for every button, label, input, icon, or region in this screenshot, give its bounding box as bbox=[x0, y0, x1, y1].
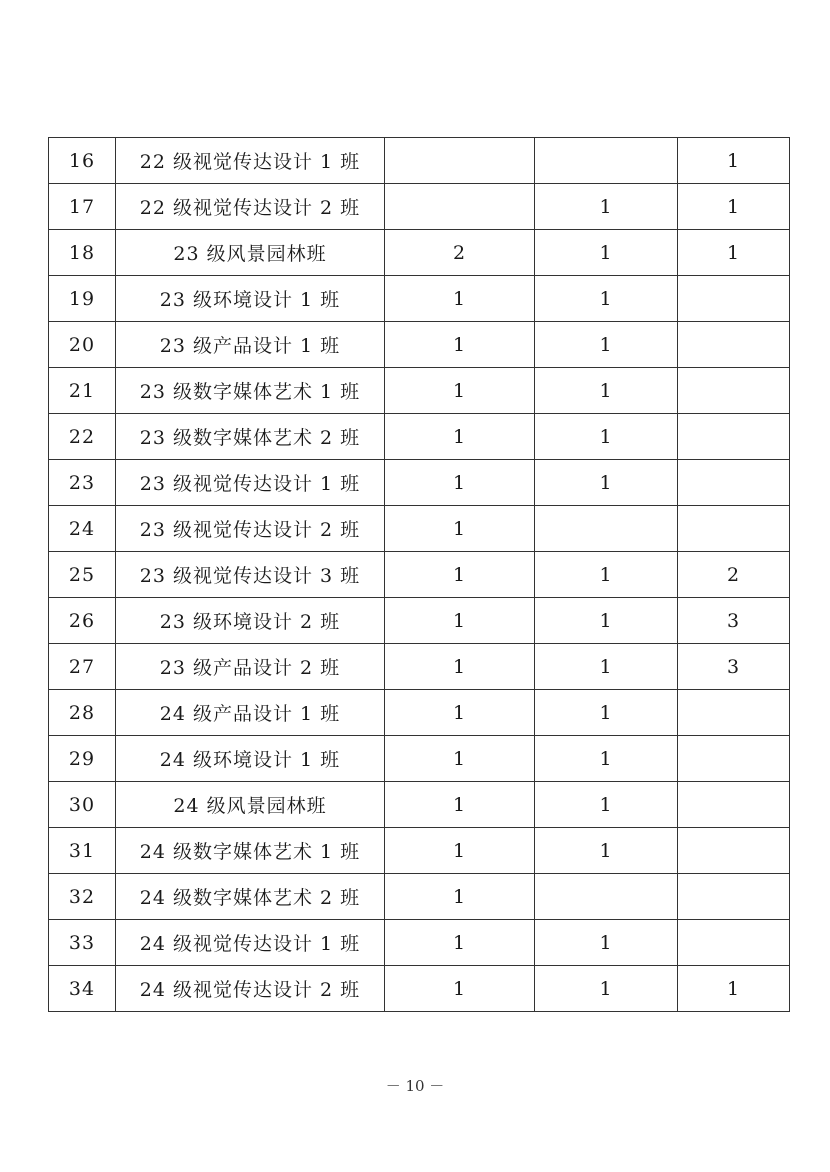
column-c-cell: 2 bbox=[678, 552, 790, 598]
column-a-cell: 1 bbox=[385, 322, 535, 368]
row-number-cell: 24 bbox=[49, 506, 116, 552]
row-number-cell: 19 bbox=[49, 276, 116, 322]
row-number-cell: 20 bbox=[49, 322, 116, 368]
table-row bbox=[49, 598, 790, 644]
column-a-cell: 1 bbox=[385, 368, 535, 414]
class-name-cell: 23 级产品设计 2 班 bbox=[116, 644, 385, 690]
row-number-cell: 23 bbox=[49, 460, 116, 506]
column-a-cell: 1 bbox=[385, 598, 535, 644]
class-name-cell: 22 级视觉传达设计 2 班 bbox=[116, 184, 385, 230]
column-a-cell: 2 bbox=[385, 230, 535, 276]
column-c-cell bbox=[678, 322, 790, 368]
table-row bbox=[49, 138, 790, 184]
row-number-cell: 30 bbox=[49, 782, 116, 828]
column-a-cell: 1 bbox=[385, 874, 535, 920]
row-number-cell: 18 bbox=[49, 230, 116, 276]
column-a-cell: 1 bbox=[385, 644, 535, 690]
table-row bbox=[49, 828, 790, 874]
table-row bbox=[49, 644, 790, 690]
column-a-cell bbox=[385, 184, 535, 230]
class-name-cell: 22 级视觉传达设计 1 班 bbox=[116, 138, 385, 184]
column-a-cell: 1 bbox=[385, 690, 535, 736]
column-b-cell: 1 bbox=[535, 322, 678, 368]
column-b-cell: 1 bbox=[535, 184, 678, 230]
table-row bbox=[49, 460, 790, 506]
class-name-cell: 23 级视觉传达设计 2 班 bbox=[116, 506, 385, 552]
column-b-cell bbox=[535, 138, 678, 184]
column-b-cell: 1 bbox=[535, 828, 678, 874]
table-row bbox=[49, 276, 790, 322]
page-number: － 10 － bbox=[385, 1077, 445, 1095]
class-name-cell: 24 级视觉传达设计 2 班 bbox=[116, 966, 385, 1012]
class-name-cell: 24 级数字媒体艺术 1 班 bbox=[116, 828, 385, 874]
column-c-cell: 1 bbox=[678, 966, 790, 1012]
column-b-cell: 1 bbox=[535, 920, 678, 966]
table-row bbox=[49, 368, 790, 414]
column-a-cell: 1 bbox=[385, 920, 535, 966]
table-row bbox=[49, 506, 790, 552]
column-b-cell: 1 bbox=[535, 736, 678, 782]
column-a-cell: 1 bbox=[385, 276, 535, 322]
row-number-cell: 16 bbox=[49, 138, 116, 184]
row-number-cell: 31 bbox=[49, 828, 116, 874]
column-a-cell: 1 bbox=[385, 736, 535, 782]
row-number-cell: 33 bbox=[49, 920, 116, 966]
class-name-cell: 24 级环境设计 1 班 bbox=[116, 736, 385, 782]
class-name-cell: 23 级视觉传达设计 3 班 bbox=[116, 552, 385, 598]
row-number-cell: 34 bbox=[49, 966, 116, 1012]
column-b-cell: 1 bbox=[535, 230, 678, 276]
row-number-cell: 21 bbox=[49, 368, 116, 414]
class-name-cell: 23 级数字媒体艺术 2 班 bbox=[116, 414, 385, 460]
table-row bbox=[49, 414, 790, 460]
column-b-cell: 1 bbox=[535, 460, 678, 506]
row-number-cell: 26 bbox=[49, 598, 116, 644]
column-c-cell bbox=[678, 782, 790, 828]
row-number-cell: 29 bbox=[49, 736, 116, 782]
class-name-cell: 23 级风景园林班 bbox=[116, 230, 385, 276]
class-name-cell: 23 级环境设计 1 班 bbox=[116, 276, 385, 322]
class-table bbox=[48, 137, 790, 1012]
class-name-cell: 24 级数字媒体艺术 2 班 bbox=[116, 874, 385, 920]
row-number-cell: 28 bbox=[49, 690, 116, 736]
column-c-cell bbox=[678, 276, 790, 322]
column-c-cell bbox=[678, 690, 790, 736]
column-b-cell: 1 bbox=[535, 644, 678, 690]
column-c-cell bbox=[678, 368, 790, 414]
class-name-cell: 24 级风景园林班 bbox=[116, 782, 385, 828]
column-b-cell: 1 bbox=[535, 966, 678, 1012]
table-body bbox=[49, 138, 790, 1012]
column-a-cell: 1 bbox=[385, 460, 535, 506]
column-a-cell bbox=[385, 138, 535, 184]
column-b-cell bbox=[535, 506, 678, 552]
column-c-cell bbox=[678, 920, 790, 966]
column-a-cell: 1 bbox=[385, 966, 535, 1012]
class-name-cell: 23 级环境设计 2 班 bbox=[116, 598, 385, 644]
column-c-cell: 3 bbox=[678, 598, 790, 644]
column-c-cell: 1 bbox=[678, 230, 790, 276]
column-a-cell: 1 bbox=[385, 552, 535, 598]
table-row bbox=[49, 920, 790, 966]
column-b-cell: 1 bbox=[535, 782, 678, 828]
row-number-cell: 25 bbox=[49, 552, 116, 598]
column-b-cell: 1 bbox=[535, 598, 678, 644]
column-b-cell: 1 bbox=[535, 414, 678, 460]
column-b-cell: 1 bbox=[535, 552, 678, 598]
column-c-cell bbox=[678, 414, 790, 460]
table-row bbox=[49, 690, 790, 736]
column-c-cell bbox=[678, 828, 790, 874]
table-row bbox=[49, 874, 790, 920]
table-row bbox=[49, 736, 790, 782]
class-name-cell: 24 级产品设计 1 班 bbox=[116, 690, 385, 736]
class-name-cell: 23 级视觉传达设计 1 班 bbox=[116, 460, 385, 506]
column-a-cell: 1 bbox=[385, 782, 535, 828]
class-name-cell: 24 级视觉传达设计 1 班 bbox=[116, 920, 385, 966]
column-c-cell: 3 bbox=[678, 644, 790, 690]
row-number-cell: 17 bbox=[49, 184, 116, 230]
column-c-cell: 1 bbox=[678, 138, 790, 184]
table-row bbox=[49, 322, 790, 368]
column-b-cell: 1 bbox=[535, 368, 678, 414]
column-b-cell: 1 bbox=[535, 276, 678, 322]
table-row bbox=[49, 966, 790, 1012]
table-row bbox=[49, 552, 790, 598]
table-row bbox=[49, 184, 790, 230]
column-a-cell: 1 bbox=[385, 828, 535, 874]
column-b-cell: 1 bbox=[535, 690, 678, 736]
column-b-cell bbox=[535, 874, 678, 920]
column-c-cell bbox=[678, 460, 790, 506]
column-c-cell bbox=[678, 736, 790, 782]
row-number-cell: 27 bbox=[49, 644, 116, 690]
row-number-cell: 32 bbox=[49, 874, 116, 920]
table-row bbox=[49, 782, 790, 828]
column-a-cell: 1 bbox=[385, 506, 535, 552]
column-a-cell: 1 bbox=[385, 414, 535, 460]
column-c-cell bbox=[678, 874, 790, 920]
column-c-cell: 1 bbox=[678, 184, 790, 230]
row-number-cell: 22 bbox=[49, 414, 116, 460]
class-name-cell: 23 级产品设计 1 班 bbox=[116, 322, 385, 368]
class-name-cell: 23 级数字媒体艺术 1 班 bbox=[116, 368, 385, 414]
table-row bbox=[49, 230, 790, 276]
column-c-cell bbox=[678, 506, 790, 552]
